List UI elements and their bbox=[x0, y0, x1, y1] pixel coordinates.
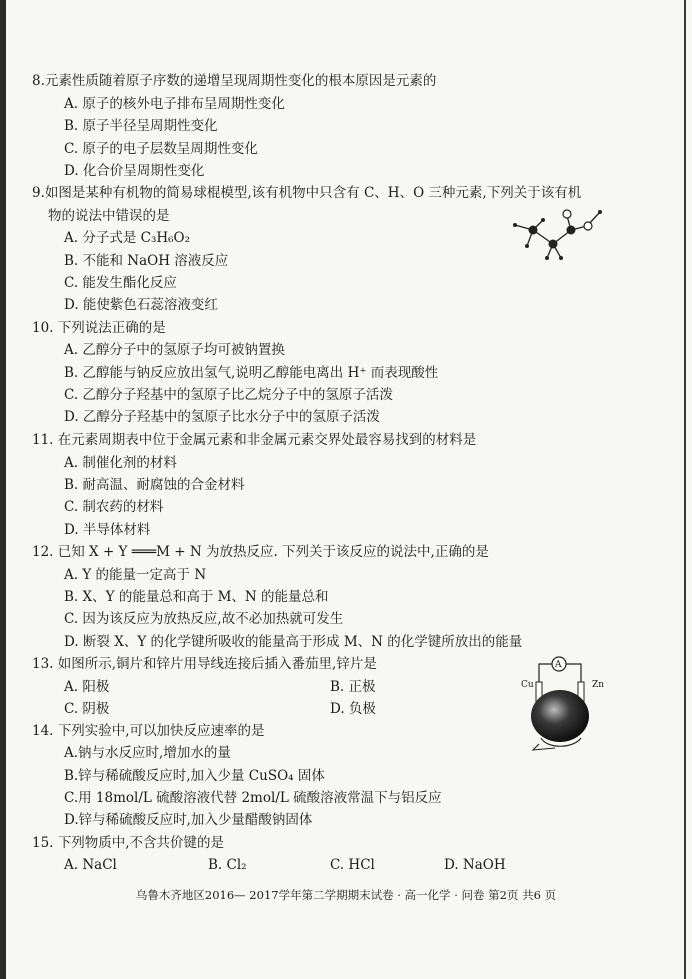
q11-stem: 11. 在元素周期表中位于金属元素和非金属元素交界处最容易找到的材料是 bbox=[32, 432, 477, 448]
q8-option-a: A. 原子的核外电子排布呈周期性变化 bbox=[64, 96, 285, 112]
q12-option-a: A. Y 的能量一定高于 N bbox=[64, 567, 207, 583]
ammeter-label: A bbox=[555, 660, 562, 670]
q11-option-b: B. 耐高温、耐腐蚀的合金材料 bbox=[64, 477, 245, 493]
q12-option-d: D. 断裂 X、Y 的化学键所吸收的能量高于形成 M、N 的化学键所放出的能量 bbox=[64, 634, 523, 650]
q14-option-a: A.钠与水反应时,增加水的量 bbox=[64, 745, 231, 761]
q11-option-c: C. 制农药的材料 bbox=[64, 499, 164, 515]
q9-option-b: B. 不能和 NaOH 溶液反应 bbox=[64, 253, 229, 269]
scan-edge-right bbox=[684, 0, 686, 979]
q14-option-d: D.锌与稀硫酸反应时,加入少量醋酸钠固体 bbox=[64, 812, 313, 828]
q8-option-b: B. 原子半径呈周期性变化 bbox=[64, 118, 218, 134]
q14-option-c: C.用 18mol/L 硫酸溶液代替 2mol/L 硫酸溶液常温下与铝反应 bbox=[64, 790, 442, 806]
q8-stem: 8.元素性质随着原子序数的递增呈现周期性变化的根本原因是元素的 bbox=[32, 73, 437, 89]
q8-option-d: D. 化合价呈周期性变化 bbox=[64, 163, 205, 179]
q9-option-c: C. 能发生酯化反应 bbox=[64, 275, 177, 291]
q13-option-a: A. 阳极 bbox=[64, 679, 110, 695]
q10-option-b: B. 乙醇能与钠反应放出氢气,说明乙醇能电离出 H⁺ 而表现酸性 bbox=[64, 365, 439, 381]
q15-option-a: A. NaCl bbox=[64, 857, 117, 873]
q8-option-c: C. 原子的电子层数呈周期性变化 bbox=[64, 141, 258, 157]
q12-option-c: C. 因为该反应为放热反应,故不必加热就可发生 bbox=[64, 611, 344, 627]
q15-option-b: B. Cl₂ bbox=[208, 857, 247, 873]
tomato-battery-figure bbox=[515, 652, 610, 757]
q9-option-a: A. 分子式是 C₃H₆O₂ bbox=[64, 230, 191, 246]
q13-stem: 13. 如图所示,铜片和锌片用导线连接后插入番茄里,锌片是 bbox=[32, 656, 377, 672]
cu-electrode-label: Cu bbox=[521, 680, 534, 690]
q9-stem-line1: 9.如图是某种有机物的简易球棍模型,该有机物中只含有 C、H、O 三种元素,下列关于该有机 bbox=[32, 185, 582, 201]
q9-stem-line2: 物的说法中错误的是 bbox=[48, 208, 170, 224]
q10-option-d: D. 乙醇分子羟基中的氢原子比水分子中的氢原子活泼 bbox=[64, 409, 380, 425]
q11-option-a: A. 制催化剂的材料 bbox=[64, 455, 177, 471]
q12-stem: 12. 已知 X + Y ═══M + N 为放热反应. 下列关于该反应的说法中,正确的是 bbox=[32, 544, 489, 560]
q10-stem: 10. 下列说法正确的是 bbox=[32, 320, 166, 336]
q15-option-c: C. HCl bbox=[330, 857, 375, 873]
zn-electrode-label: Zn bbox=[592, 680, 605, 690]
q11-option-d: D. 半导体材料 bbox=[64, 522, 151, 538]
q13-option-c: C. 阴极 bbox=[64, 701, 110, 717]
ball-stick-model-figure bbox=[505, 200, 615, 275]
q14-option-b: B.锌与稀硫酸反应时,加入少量 CuSO₄ 固体 bbox=[64, 768, 325, 784]
q15-stem: 15. 下列物质中,不含共价键的是 bbox=[32, 835, 225, 851]
q12-option-b: B. X、Y 的能量总和高于 M、N 的能量总和 bbox=[64, 589, 329, 605]
q9-option-d: D. 能使紫色石蕊溶液变红 bbox=[64, 297, 218, 313]
scan-edge-left bbox=[0, 0, 6, 979]
q15-option-d: D. NaOH bbox=[444, 857, 506, 873]
page-footer: 乌鲁木齐地区2016— 2017学年第二学期期末试卷 · 高一化学 · 问卷 第2页 共6 页 bbox=[135, 888, 557, 902]
q10-option-a: A. 乙醇分子中的氢原子均可被钠置换 bbox=[64, 342, 285, 358]
q10-option-c: C. 乙醇分子羟基中的氢原子比乙烷分子中的氢原子活泼 bbox=[64, 387, 393, 403]
q13-option-d: D. 负极 bbox=[330, 701, 376, 717]
q14-stem: 14. 下列实验中,可以加快反应速率的是 bbox=[32, 723, 265, 739]
q13-option-b: B. 正极 bbox=[330, 679, 376, 695]
